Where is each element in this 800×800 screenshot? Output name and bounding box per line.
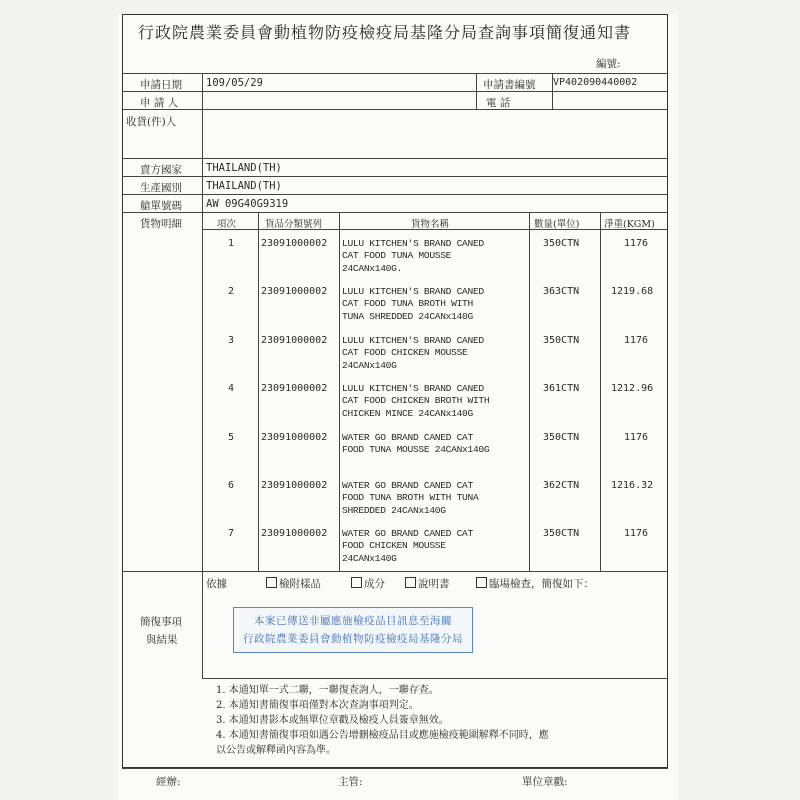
table-row-qty: 350CTN — [543, 238, 580, 249]
table-row-no: 2 — [228, 286, 235, 297]
rule — [122, 194, 668, 195]
table-row-weight: 1176 — [624, 432, 649, 443]
table-row-name: WATER GO BRAND CANED CAT FOOD TUNA MOUSSE 24CANx140G — [342, 432, 490, 456]
reply-basis: 依據 — [206, 578, 227, 590]
option-sample[interactable]: 檢附樣品 — [266, 576, 321, 591]
rule — [122, 158, 668, 159]
table-row-name: WATER GO BRAND CANED CAT FOOD TUNA BROTH WITH TUNA SHREDDED 24CANx140G — [342, 480, 479, 516]
rule — [122, 768, 668, 769]
table-row-no: 5 — [228, 432, 235, 443]
rule — [122, 91, 668, 92]
official-stamp: 本案已傳送非屬應施檢疫品目訊息至海關 行政院農業委員會動植物防疫檢疫局基隆分局 — [233, 607, 473, 653]
table-row-code: 23091000002 — [261, 528, 328, 539]
header-weight: 淨重(KGM) — [604, 219, 655, 230]
origin-label: 生產國別 — [140, 182, 182, 194]
table-row-name: LULU KITCHEN'S BRAND CANED CAT FOOD CHICKEN MOUSSE 24CANx140G — [342, 335, 484, 371]
table-row-name: LULU KITCHEN'S BRAND CANED CAT FOOD CHICKEN BROTH WITH CHICKEN MINCE 24CANx140G — [342, 383, 490, 419]
table-row-qty: 362CTN — [543, 480, 580, 491]
table-row-weight: 1176 — [624, 238, 649, 249]
table-row-weight: 1219.68 — [611, 286, 654, 297]
table-row-code: 23091000002 — [261, 335, 328, 346]
rule — [122, 109, 668, 110]
table-row-name: WATER GO BRAND CANED CAT FOOD CHICKEN MOUSSE 24CANx140G — [342, 528, 473, 564]
table-row-name: LULU KITCHEN'S BRAND CANED CAT FOOD TUNA BROTH WITH TUNA SHREDDED 24CANx140G — [342, 286, 484, 322]
header-name: 貨物名稱 — [411, 219, 450, 230]
table-row-qty: 361CTN — [543, 383, 580, 394]
checkbox-icon[interactable] — [405, 577, 416, 588]
table-row-qty: 350CTN — [543, 432, 580, 443]
rule — [122, 212, 668, 213]
note-item: 1. 本通知單一式二聯，一聯復查詢人，一聯存查。 — [216, 685, 439, 696]
table-row-weight: 1216.32 — [611, 480, 654, 491]
table-row-no: 6 — [228, 480, 235, 491]
table-row-qty: 350CTN — [543, 335, 580, 346]
footer-unit-seal: 單位章戳: — [522, 776, 568, 788]
table-row-no: 3 — [228, 335, 235, 346]
notes-list — [216, 683, 549, 758]
checkbox-icon[interactable] — [351, 577, 362, 588]
table-row-code: 23091000002 — [261, 286, 328, 297]
bl-value: AW 09G40G9319 — [206, 198, 289, 210]
rule — [529, 212, 530, 571]
table-row-no: 4 — [228, 383, 235, 394]
consignee-label: 收貨(件)人 — [126, 116, 177, 128]
rule — [122, 571, 668, 572]
note-item: 4. 本通知書簡復事項如遇公告增刪檢疫品目或應施檢疫範圍解釋不同時，應 — [216, 730, 549, 741]
document-title: 行政院農業委員會動植物防疫檢疫局基隆分局查詢事項簡復通知書 — [138, 23, 632, 42]
footer-supervisor: 主管: — [338, 776, 363, 788]
table-row-weight: 1212.96 — [611, 383, 654, 394]
rule — [600, 212, 601, 571]
footer-handler: 經辦: — [156, 776, 181, 788]
table-row-code: 23091000002 — [261, 432, 328, 443]
rule — [339, 212, 340, 571]
rule — [476, 73, 477, 109]
checkbox-icon[interactable] — [266, 577, 277, 588]
option-inspection[interactable]: 臨場檢查，簡復如下： — [476, 576, 594, 591]
note-item: 3. 本通知書影本或無單位章戳及檢疫人員簽章無效。 — [216, 715, 449, 726]
header-code: 貨品分類號列 — [265, 219, 323, 230]
table-row-no: 7 — [228, 528, 235, 539]
goods-label: 貨物明細 — [140, 218, 182, 230]
table-row-code: 23091000002 — [261, 480, 328, 491]
bl-label: 艙單號碼 — [140, 200, 182, 212]
table-row-name: LULU KITCHEN'S BRAND CANED CAT FOOD TUNA MOUSSE 24CANx140G. — [342, 238, 484, 274]
rule — [202, 678, 668, 679]
header-qty: 數量(單位) — [534, 219, 580, 230]
table-row-code: 23091000002 — [261, 238, 328, 249]
apply-date-value: 109/05/29 — [206, 77, 263, 89]
reply-label-2: 與結果 — [146, 634, 178, 646]
phone-label: 電 話 — [486, 97, 511, 109]
note-item: 以公告或解釋函內容為準。 — [216, 745, 336, 756]
reply-label-1: 簡復事項 — [140, 616, 182, 628]
table-row-qty: 350CTN — [543, 528, 580, 539]
note-item: 2. 本通知書簡復事項僅對本次查詢事項判定。 — [216, 700, 419, 711]
seller-country-label: 賣方國家 — [140, 164, 182, 176]
table-row-no: 1 — [228, 238, 235, 249]
table-row-qty: 363CTN — [543, 286, 580, 297]
table-row-weight: 1176 — [624, 335, 649, 346]
app-no-value: VP402090440002 — [553, 77, 638, 88]
rule — [202, 73, 203, 678]
apply-date-label: 申請日期 — [140, 79, 182, 91]
option-manual[interactable]: 說明書 — [405, 576, 450, 591]
serial-label: 編號: — [596, 58, 621, 70]
table-row-code: 23091000002 — [261, 383, 328, 394]
applicant-label: 申 請 人 — [140, 97, 179, 109]
seller-country-value: THAILAND(TH) — [206, 162, 282, 174]
rule — [122, 73, 668, 74]
rule — [122, 176, 668, 177]
option-ingredients[interactable]: 成分 — [351, 576, 385, 591]
table-row-weight: 1176 — [624, 528, 649, 539]
origin-value: THAILAND(TH) — [206, 180, 282, 192]
app-no-label: 申請書編號 — [483, 79, 536, 91]
header-no: 項次 — [217, 219, 237, 230]
rule — [258, 212, 259, 571]
checkbox-icon[interactable] — [476, 577, 487, 588]
